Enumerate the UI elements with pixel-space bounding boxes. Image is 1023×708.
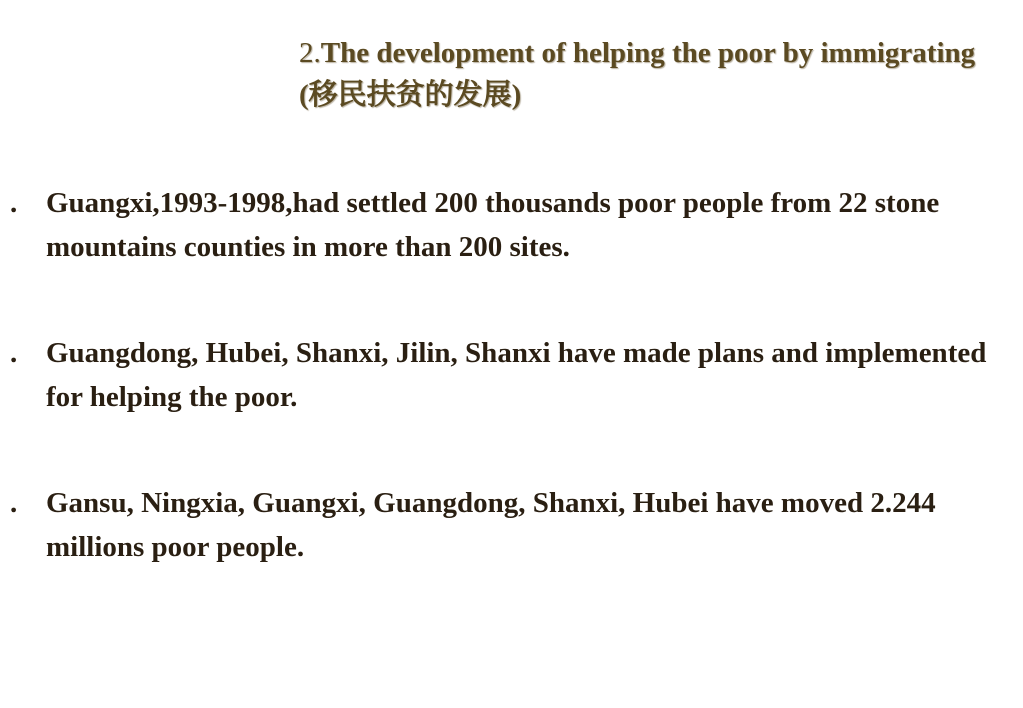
bullet-item bbox=[0, 181, 1000, 269]
slide-title bbox=[299, 32, 999, 116]
bullet-item bbox=[0, 481, 1000, 569]
bullet-text: Guangxi,1993-1998,had settled 200 thousands poor people from 22 stone mountains counties in more than 200 sites. bbox=[46, 187, 940, 263]
bullet-mark: . bbox=[10, 337, 18, 369]
bullet-mark: . bbox=[10, 487, 18, 519]
bullet-mark: . bbox=[10, 187, 18, 219]
title-number: 2. bbox=[299, 37, 321, 69]
bullet-text: Guangdong, Hubei, Shanxi, Jilin, Shanxi have made plans and implemented for helping the poor. bbox=[46, 337, 987, 413]
bullet-item bbox=[0, 331, 1000, 419]
bullet-text: Gansu, Ningxia, Guangxi, Guangdong, Shanxi, Hubei have moved 2.244 millions poor people. bbox=[46, 487, 936, 563]
title-text: The development of helping the poor by immigrating (移民扶贫的发展) bbox=[299, 37, 976, 111]
bullet-list bbox=[0, 181, 1000, 631]
